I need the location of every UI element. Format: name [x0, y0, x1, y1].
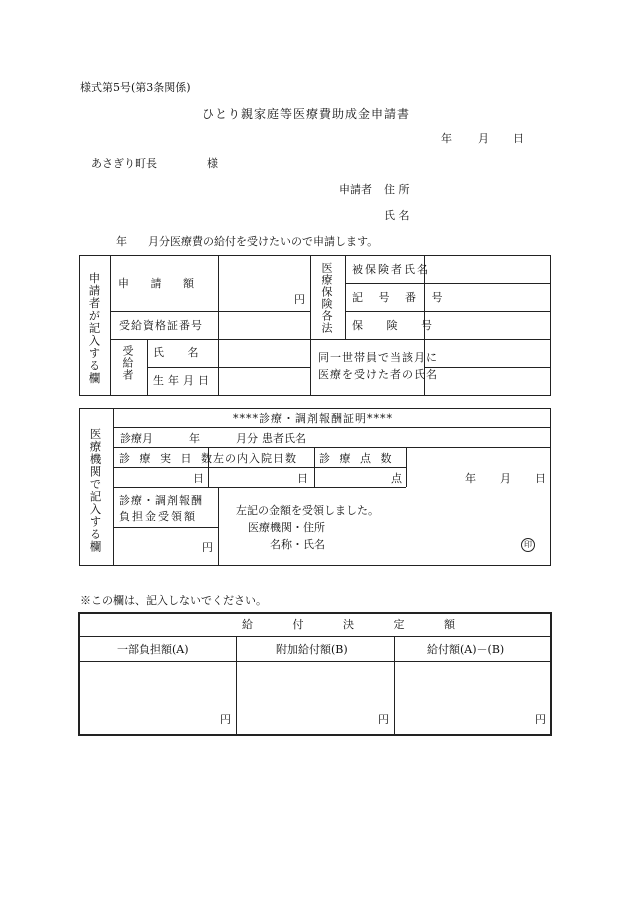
address-label: 住 所 — [384, 183, 410, 196]
treatment-month-label: 診療月 — [120, 432, 153, 445]
inpatient-days-label: 左の内入院日数 — [213, 452, 297, 465]
burden-yen: 円 — [202, 541, 213, 554]
column-a-yen: 円 — [220, 713, 231, 726]
applicant-label: 申請者 — [339, 183, 372, 196]
addressee: あさぎり町長 — [91, 157, 157, 170]
burden-label-2: 負担金受領額 — [119, 510, 197, 523]
recipient-side-label: 受給者 — [121, 345, 134, 381]
do-not-fill-note: ※この欄は、記入しないでください。 — [80, 594, 267, 607]
benefit-title: 給 付 決 定 額 — [242, 618, 473, 631]
form-number: 様式第5号(第3条関係) — [80, 81, 191, 94]
date-year: 年 — [441, 132, 452, 145]
seal-icon: 印 — [521, 538, 535, 552]
cert-date-year: 年 — [465, 472, 476, 485]
column-b-header: 附加給付額(B) — [276, 643, 348, 656]
name-label: 氏 名 — [384, 209, 410, 222]
statement: 月分医療費の給付を受けたいので申請します。 — [148, 235, 379, 248]
statement-year: 年 — [116, 235, 127, 248]
received-statement: 左記の金額を受領しました。 — [236, 504, 379, 517]
treatment-days-label: 診 療 実 日 数 — [119, 452, 215, 465]
treatment-points-label: 診 療 点 数 — [319, 452, 395, 465]
institution-address-label: 医療機関・住所 — [248, 521, 325, 534]
days-unit: 日 — [193, 472, 204, 485]
institution-name-label: 名称・氏名 — [270, 538, 325, 551]
treatment-month-suffix: 月分 — [236, 432, 258, 445]
column-c-header: 給付額(A)－(B) — [427, 643, 505, 656]
column-c-yen: 円 — [535, 713, 546, 726]
date-month: 月 — [478, 132, 489, 145]
insurance-side-label: 医療保険各法 — [320, 262, 333, 334]
insured-name-label: 被保険者氏名 — [352, 263, 430, 276]
cert-date-day: 日 — [535, 472, 546, 485]
seal-mark — [521, 538, 535, 552]
inpatient-days-unit: 日 — [297, 472, 308, 485]
patient-name-label: 患者氏名 — [262, 432, 306, 445]
birth-date-label: 生年月日 — [153, 374, 213, 387]
applicant-side-label: 申請者が記入する欄 — [87, 272, 102, 385]
certificate-title: ****診療・調剤報酬証明**** — [233, 412, 393, 425]
institution-side-label: 医療機関で記入する欄 — [88, 428, 103, 553]
claim-amount-label: 申 請 額 — [118, 277, 203, 290]
form-title: ひとり親家庭等医療費助成金申請書 — [202, 107, 411, 121]
symbol-number-label: 記 号 番 号 — [352, 291, 449, 304]
cert-number-label: 受給資格証番号 — [119, 319, 203, 332]
treatment-year: 年 — [189, 432, 200, 445]
claim-yen: 円 — [294, 293, 305, 306]
column-b-yen: 円 — [378, 713, 389, 726]
burden-label-1: 診療・調剤報酬 — [119, 494, 203, 507]
honorific: 様 — [207, 157, 218, 170]
date-day: 日 — [513, 132, 524, 145]
points-unit: 点 — [391, 472, 402, 485]
cert-date-month: 月 — [500, 472, 511, 485]
household-label-2: 医療を受けた者の氏名 — [318, 368, 438, 381]
household-label-1: 同一世帯員で当該月に — [318, 351, 438, 364]
recipient-name-label: 氏 名 — [153, 346, 209, 359]
insurer-number-label: 保 険 号 — [352, 319, 442, 332]
column-a-header: 一部負担額(A) — [117, 643, 189, 656]
